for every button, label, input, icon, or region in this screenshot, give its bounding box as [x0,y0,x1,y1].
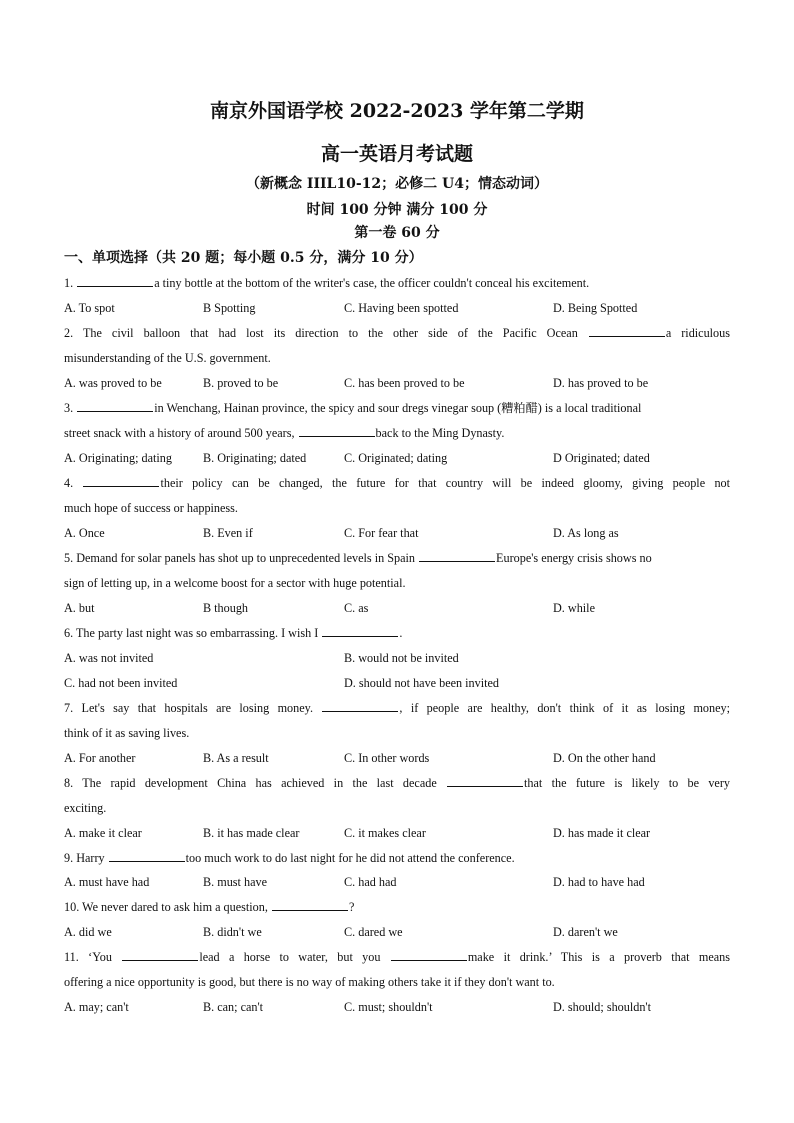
answer-blank [322,700,398,712]
answer-blank [122,949,198,961]
option-d: D. has made it clear [553,826,651,840]
question-6 [64,625,730,641]
time-score: 时间 100 分钟 满分 100 分 [306,202,488,218]
question-text: ? [348,900,355,914]
option-b: B. proved to be [203,376,279,390]
question-11-cont: offering a nice opportunity is good, but there is no way of making others take it if they don't want to. [64,975,555,989]
question-text: 7. Let's say that hospitals are losing money. [64,701,322,715]
option-b: B though [203,601,249,615]
option-c: C. had had [344,875,397,889]
option-b: B Spotting [203,301,256,315]
question-7-cont: think of it as saving lives. [64,726,190,740]
question-2 [64,325,730,341]
question-text: street snack with a history of around 500 years, [64,426,298,440]
question-text: 8. The rapid development China has achieved in the last decade [64,776,447,790]
option-a: A. To spot [64,301,115,315]
option-a: A. but [64,601,95,615]
question-text: make it drink.’ This is a proverb that means [467,950,731,964]
option-a: A. For another [64,751,136,765]
question-text: in Wenchang, Hainan province, the spicy and sour dregs vinegar soup (糟粕醋) is a local traditional [154,401,642,415]
answer-blank [77,275,153,287]
answer-blank [322,625,398,637]
question-4 [64,475,730,491]
option-b: B. must have [203,875,267,889]
answer-blank [589,325,665,337]
question-text: too much work to do last night for he did not attend the conference. [185,851,515,865]
option-d: D. had to have had [553,875,645,889]
question-text: back to the Ming Dynasty. [375,426,505,440]
option-b: B. As a result [203,751,269,765]
question-11 [64,949,730,965]
question-text: 11. ‘You [64,950,122,964]
answer-blank [77,400,153,412]
option-c: C. Originated; dating [344,451,448,465]
question-3 [64,400,730,416]
option-c: C. it makes clear [344,826,426,840]
question-text: . [399,626,403,640]
option-a: A. may; can't [64,1000,129,1014]
exam-scope: （新概念 IIIL10-12；必修二 U4；情态动词） [246,176,548,192]
question-text: a tiny bottle at the bottom of the writer's case, the officer couldn't conceal his excitement. [154,276,590,290]
answer-blank [419,550,495,562]
question-text: a ridiculous [665,326,730,340]
question-text: that the future is likely to be very [524,776,730,790]
option-c: C. had not been invited [64,676,178,690]
question-8 [64,775,730,791]
option-d: D Originated; dated [553,451,650,465]
question-text: 1. [64,276,77,290]
question-text: 5. Demand for solar panels has shot up to unprecedented levels in Spain [64,551,419,565]
question-7 [64,700,730,716]
answer-blank [447,775,523,787]
question-2-cont: misunderstanding of the U.S. government. [64,351,271,365]
question-9 [64,850,730,866]
option-b: B. Even if [203,526,253,540]
option-a: A. make it clear [64,826,142,840]
question-5-cont: sign of letting up, in a welcome boost for a sector with huge potential. [64,576,406,590]
answer-blank [109,850,185,862]
answer-blank [272,899,348,911]
option-c: C. In other words [344,751,430,765]
question-text: 4. [64,476,83,490]
exam-title: 高一英语月考试题 [320,143,473,165]
question-text: , if people are healthy, don't think of it as losing money; [399,701,730,715]
question-text: 10. We never dared to ask him a question, [64,900,271,914]
question-text: 2. The civil balloon that had lost its direction to the other side of the Pacific Ocean [64,326,588,340]
section-title: 一、单项选择（共 20 题；每小题 0.5 分，满分 10 分） [64,250,423,266]
question-text: 9. Harry [64,851,108,865]
option-c: C. has been proved to be [344,376,465,390]
option-b: B. it has made clear [203,826,300,840]
answer-blank [299,425,375,437]
option-d: D. Being Spotted [553,301,638,315]
option-d: D. has proved to be [553,376,649,390]
option-a: A. did we [64,925,112,939]
question-text: lead a horse to water, but you [199,950,390,964]
option-d: D. should; shouldn't [553,1000,652,1014]
question-text: Europe's energy crisis shows no [496,551,652,565]
option-c: C. must; shouldn't [344,1000,433,1014]
part-title: 第一卷 60 分 [354,225,440,241]
question-3-cont [64,425,730,441]
option-d: D. On the other hand [553,751,656,765]
option-c: C. dared we [344,925,403,939]
option-d: D. while [553,601,595,615]
option-a: A. Originating; dating [64,451,172,465]
answer-blank [83,475,159,487]
option-a: A. Once [64,526,105,540]
question-5 [64,550,730,566]
question-4-cont: much hope of success or happiness. [64,501,238,515]
option-c: C. as [344,601,369,615]
question-text: 6. The party last night was so embarrassing. I wish I [64,626,322,640]
option-b: B. can; can't [203,1000,264,1014]
option-a: A. was not invited [64,651,154,665]
option-d: D. should not have been invited [344,676,500,690]
option-b: B. would not be invited [344,651,459,665]
option-c: C. For fear that [344,526,419,540]
option-a: A. was proved to be [64,376,162,390]
question-8-cont: exciting. [64,801,107,815]
option-b: B. Originating; dated [203,451,307,465]
answer-blank [391,949,467,961]
question-1 [64,275,730,291]
option-c: C. Having been spotted [344,301,459,315]
option-a: A. must have had [64,875,150,889]
option-d: D. daren't we [553,925,618,939]
question-10 [64,899,730,915]
option-b: B. didn't we [203,925,262,939]
question-text: 3. [64,401,77,415]
question-text: their policy can be changed, the future for that country will be indeed gloomy, giving people not [160,476,731,490]
option-d: D. As long as [553,526,619,540]
school-title: 南京外国语学校 2022-2023 学年第二学期 [210,100,584,122]
